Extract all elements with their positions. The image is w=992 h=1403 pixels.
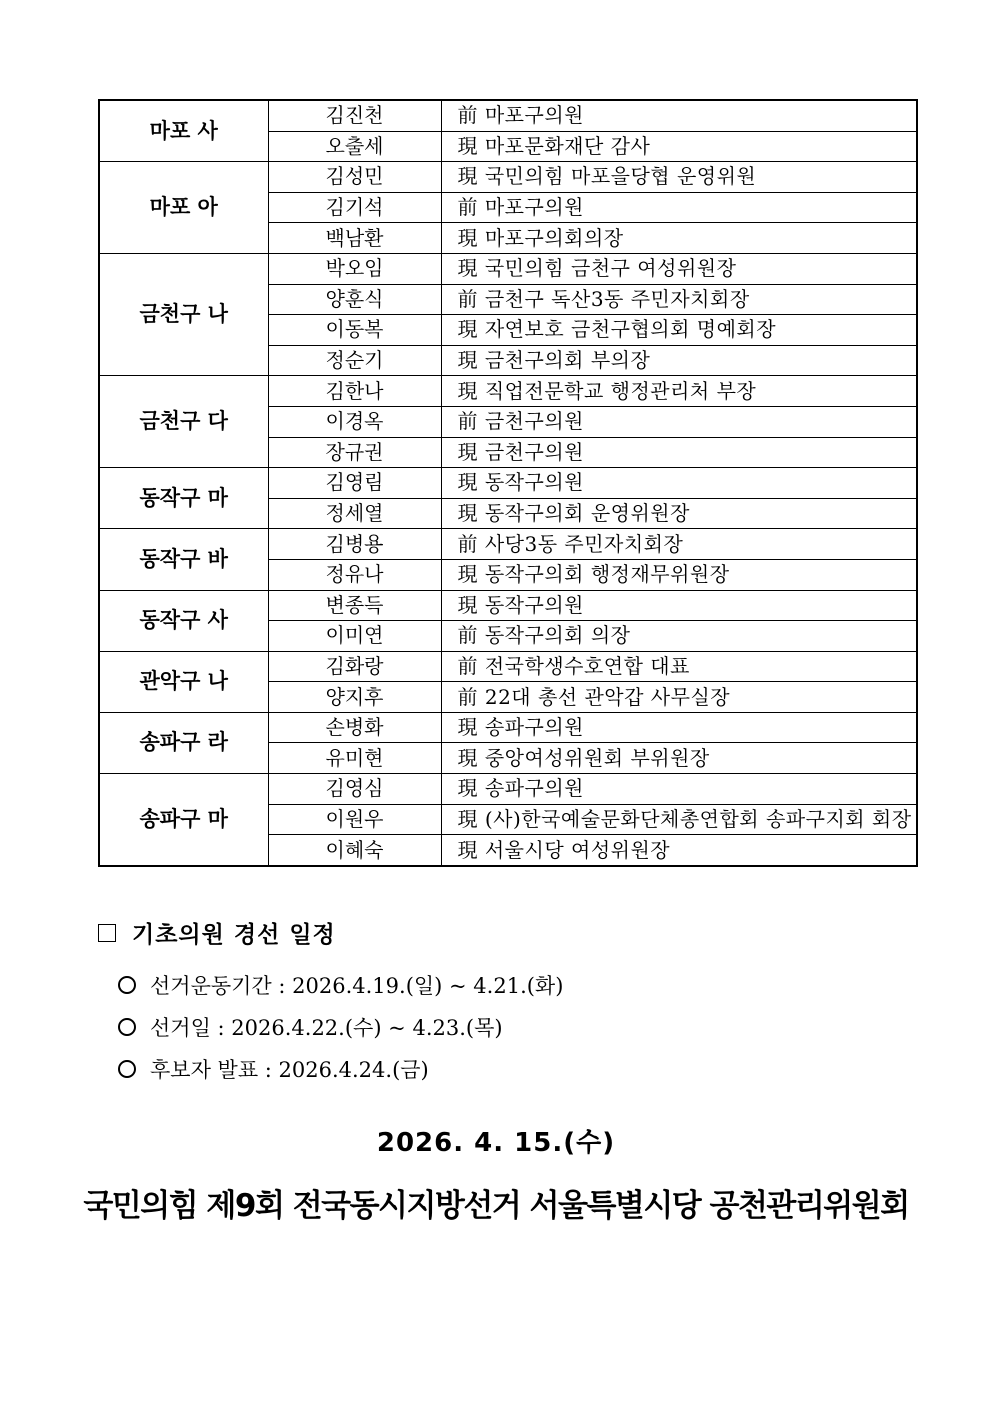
circle-bullet-icon [118,1018,136,1036]
candidate-career-cell: 現 서울시당 여성위원장 [441,835,917,866]
candidate-career-cell: 現 송파구의원 [441,712,917,743]
candidate-career-cell: 現 (사)한국예술문화단체총연합회 송파구지회 회장 [441,804,917,835]
district-cell: 동작구 마 [99,468,268,529]
candidate-career-cell: 現 마포구의회의장 [441,223,917,254]
candidate-name-cell: 김화랑 [268,651,441,682]
candidate-name-cell: 이경옥 [268,406,441,437]
candidate-career-cell: 現 송파구의원 [441,774,917,805]
candidate-row [99,712,917,743]
candidate-name-cell: 이미연 [268,621,441,652]
candidate-name-cell: 김한나 [268,376,441,407]
candidate-name-cell: 정세열 [268,498,441,529]
candidate-name-cell: 변종득 [268,590,441,621]
candidate-name-cell: 유미현 [268,743,441,774]
candidate-career-cell: 現 동작구의회 운영위원장 [441,498,917,529]
candidate-name-cell: 오출세 [268,131,441,162]
candidate-career-cell: 現 동작구의원 [441,468,917,499]
schedule-item-text: 선거운동기간 : 2026.4.19.(일) ~ 4.21.(화) [150,974,564,998]
candidate-table-body [99,100,917,866]
candidate-name-cell: 정순기 [268,345,441,376]
candidate-name-cell: 이원우 [268,804,441,835]
candidate-row [99,253,917,284]
candidate-row [99,468,917,499]
district-cell: 송파구 마 [99,774,268,866]
district-cell: 마포 사 [99,100,268,162]
district-cell: 동작구 바 [99,529,268,590]
schedule-list [118,964,563,1090]
candidate-career-cell: 現 마포문화재단 감사 [441,131,917,162]
district-cell: 관악구 나 [99,651,268,712]
candidate-career-cell: 前 마포구의원 [441,192,917,223]
candidate-row [99,774,917,805]
candidate-row [99,376,917,407]
candidate-name-cell: 양훈식 [268,284,441,315]
candidate-name-cell: 김영심 [268,774,441,805]
candidate-name-cell: 장규권 [268,437,441,468]
schedule-item [118,964,563,1006]
candidate-career-cell: 前 마포구의원 [441,100,917,131]
schedule-heading [98,916,336,949]
candidate-career-cell: 現 국민의힘 마포을당협 운영위원 [441,162,917,193]
district-cell: 금천구 나 [99,253,268,375]
candidate-name-cell: 김진천 [268,100,441,131]
candidate-table [98,99,918,867]
candidate-career-cell: 前 금천구 독산3동 주민자치회장 [441,284,917,315]
announcement-date: 2026. 4. 15.(수) [376,1128,616,1158]
candidate-row [99,162,917,193]
schedule-item-text: 후보자 발표 : 2026.4.24.(금) [150,1058,429,1082]
candidate-name-cell: 김기석 [268,192,441,223]
schedule-heading-text: 기초의원 경선 일정 [132,921,336,948]
candidate-name-cell: 손병화 [268,712,441,743]
candidate-career-cell: 前 전국학생수호연합 대표 [441,651,917,682]
candidate-name-cell: 정유나 [268,559,441,590]
candidate-name-cell: 김영림 [268,468,441,499]
candidate-career-cell: 現 직업전문학교 행정관리처 부장 [441,376,917,407]
candidate-name-cell: 백남환 [268,223,441,254]
issuing-organization: 국민의힘 제9회 전국동시지방선거 서울특별시당 공천관리위원회 [83,1188,909,1224]
candidate-career-cell: 現 동작구의원 [441,590,917,621]
candidate-career-cell: 前 22대 총선 관악갑 사무실장 [441,682,917,713]
schedule-item [118,1048,563,1090]
circle-bullet-icon [118,976,136,994]
candidate-career-cell: 現 동작구의회 행정재무위원장 [441,559,917,590]
candidate-row [99,651,917,682]
circle-bullet-icon [118,1060,136,1078]
candidate-career-cell: 現 자연보호 금천구협의회 명예회장 [441,315,917,346]
candidate-name-cell: 이혜숙 [268,835,441,866]
candidate-career-cell: 現 금천구의원 [441,437,917,468]
candidate-career-cell: 現 국민의힘 금천구 여성위원장 [441,253,917,284]
candidate-name-cell: 이동복 [268,315,441,346]
candidate-name-cell: 김성민 [268,162,441,193]
candidate-row [99,100,917,131]
district-cell: 동작구 사 [99,590,268,651]
district-cell: 금천구 다 [99,376,268,468]
candidate-career-cell: 現 중앙여성위원회 부위원장 [441,743,917,774]
schedule-item-text: 선거일 : 2026.4.22.(수) ~ 4.23.(목) [150,1016,503,1040]
candidate-career-cell: 前 동작구의회 의장 [441,621,917,652]
candidate-career-cell: 現 금천구의회 부의장 [441,345,917,376]
candidate-career-cell: 前 사당3동 주민자치회장 [441,529,917,560]
candidate-row [99,590,917,621]
candidate-career-cell: 前 금천구의원 [441,406,917,437]
checkbox-square-icon [98,924,116,942]
candidate-name-cell: 양지후 [268,682,441,713]
candidate-name-cell: 박오임 [268,253,441,284]
candidate-name-cell: 김병용 [268,529,441,560]
district-cell: 마포 아 [99,162,268,254]
schedule-item [118,1006,563,1048]
candidate-row [99,529,917,560]
district-cell: 송파구 라 [99,712,268,773]
